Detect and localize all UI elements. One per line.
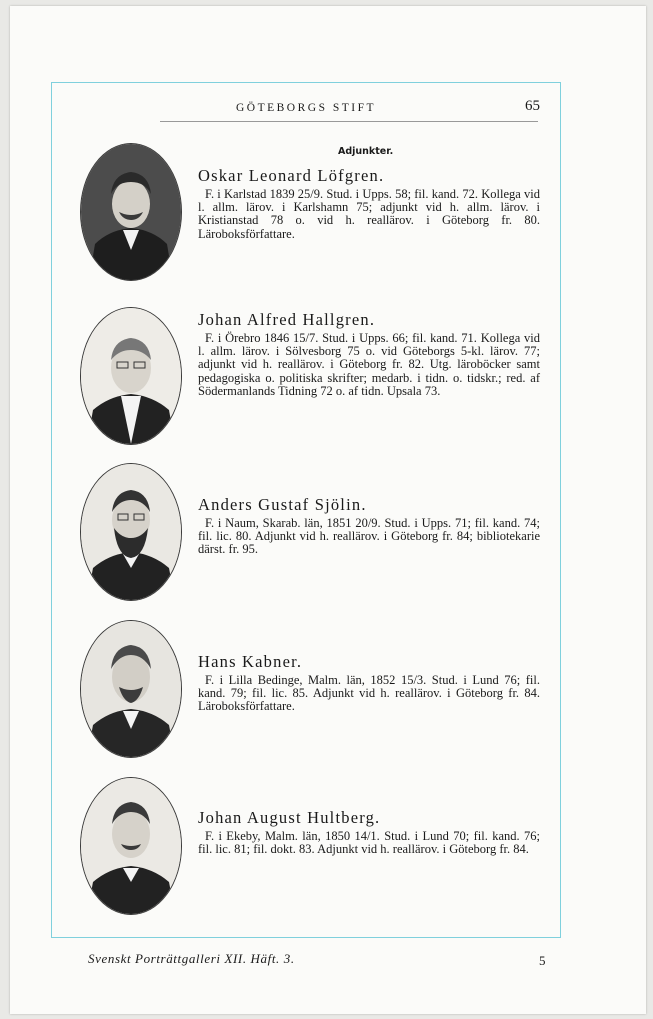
portrait-hultberg bbox=[80, 777, 182, 915]
person-bio: F. i Karlstad 1839 25/9. Stud. i Upps. 58; fil. kand. 72. Kollega vid l. allm. lärov. i Karlshamn 75; adjunkt vid h. allm. lärov. i Kristianstad 78 o. vid h. reallärov. i Göteborg fr. 80. Läroboksförfattare. bbox=[198, 187, 540, 241]
portrait-sjolin bbox=[80, 463, 182, 601]
portrait-lofgren bbox=[80, 143, 182, 281]
portrait-hallgren bbox=[80, 307, 182, 445]
portrait-kabner bbox=[80, 620, 182, 758]
running-title: GÖTEBORGS STIFT bbox=[235, 102, 377, 114]
person-name: Anders Gustaf Sjölin. bbox=[198, 495, 367, 514]
person-name: Oskar Leonard Löfgren. bbox=[198, 166, 385, 185]
document-page bbox=[10, 6, 646, 1014]
running-head bbox=[52, 98, 560, 118]
person-bio: F. i Naum, Skarab. län, 1851 20/9. Stud. i Upps. 71; fil. kand. 74; fil. lic. 80. Adjunkt vid h. reallärov. i Göteborg fr. 84; bibliotekarie därst. fr. 95. bbox=[198, 516, 540, 557]
footer-signature-mark: 5 bbox=[539, 953, 546, 968]
person-bio: F. i Örebro 1846 15/7. Stud. i Upps. 66; fil. kand. 71. Kollega vid l. allm. lärov. i Sölvesborg 75 o. vid Göteborgs 5-kl. lärov. 77; adjunkt vid h. reallärov. i Göteborg fr. 82. Utg. läroböcker samt pedagogiska o. politiska skrifter; medarb. i tidn. o. tidskr.; red. af Södermanlands Tidning 72 o. af tidn. Upsala 73. bbox=[198, 331, 540, 398]
person-bio: F. i Lilla Bedinge, Malm. län, 1852 15/3. Stud. i Lund 76; fil. kand. 79; fil. lic. 85. Adjunkt vid h. reallärov. i Göteborg fr. 84. Läroboksförfattare. bbox=[198, 673, 540, 714]
page-frame bbox=[51, 82, 561, 938]
header-rule bbox=[160, 121, 538, 122]
footer-publication: Svenskt Porträttgalleri XII. Häft. 3. bbox=[88, 951, 295, 966]
person-bio: F. i Ekeby, Malm. län, 1850 14/1. Stud. i Lund 70; fil. kand. 76; fil. lic. 81; fil. dokt. 83. Adjunkt vid h. reallärov. i Göteborg fr. 84. bbox=[198, 829, 540, 857]
person-name: Johan August Hultberg. bbox=[198, 808, 381, 827]
section-heading: Adjunkter. bbox=[338, 146, 394, 157]
person-name: Hans Kabner. bbox=[198, 652, 303, 671]
person-name: Johan Alfred Hallgren. bbox=[198, 310, 376, 329]
page-number: 65 bbox=[525, 98, 540, 114]
